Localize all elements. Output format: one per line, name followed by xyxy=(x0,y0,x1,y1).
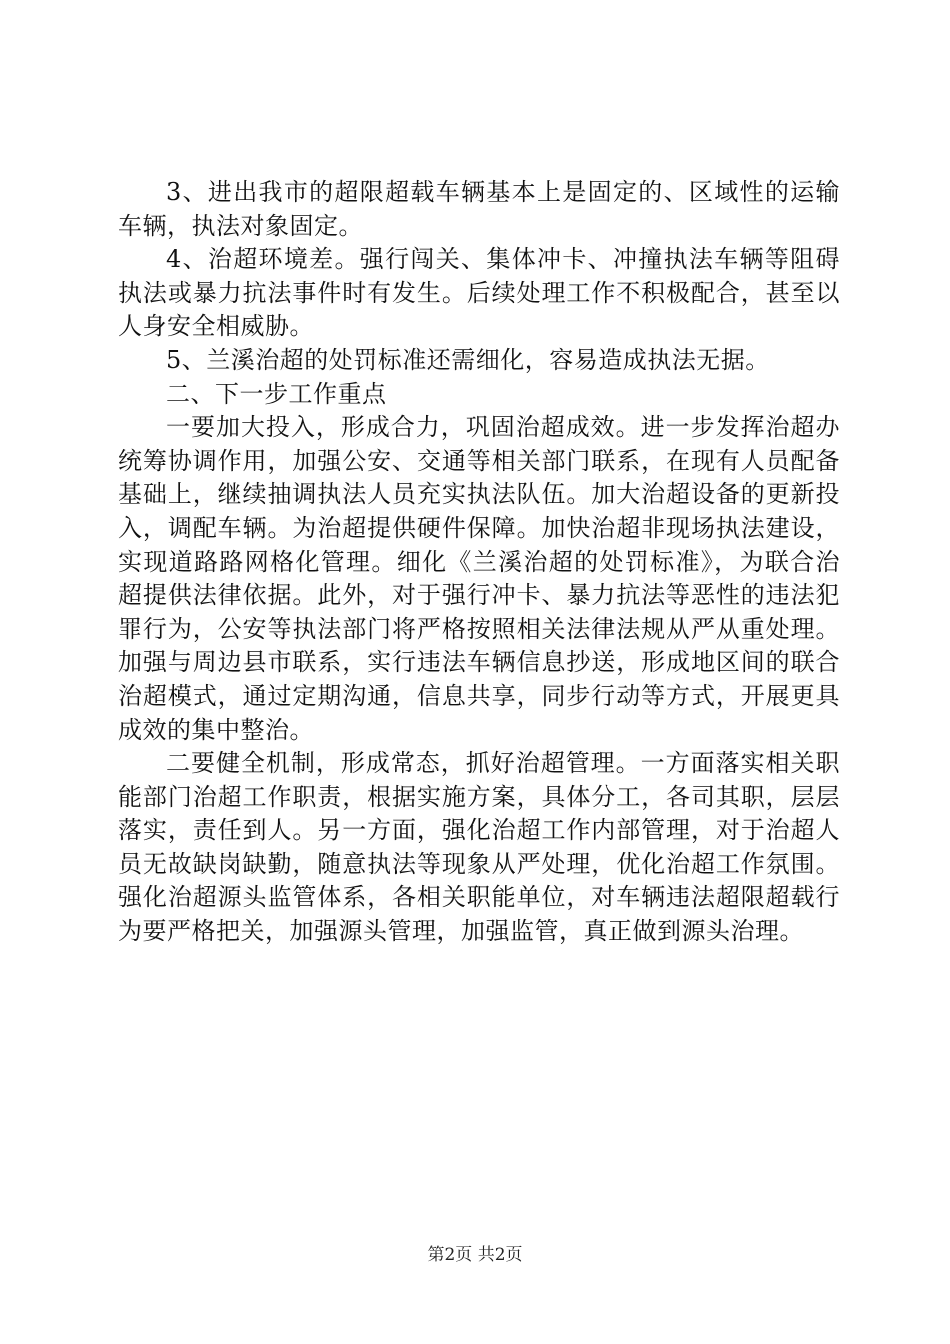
paragraph-item-3: 3、进出我市的超限超载车辆基本上是固定的、区域性的运输车辆，执法对象固定。 xyxy=(118,178,840,240)
page-number-footer: 第2页 共2页 xyxy=(427,1245,523,1265)
paragraph-item-5: 5、兰溪治超的处罚标准还需细化，容易造成执法无据。 xyxy=(166,345,770,374)
paragraph-item-4: 4、治超环境差。强行闯关、集体冲卡、冲撞执法车辆等阻碍执法或暴力抗法事件时有发生。后续处理工作不积极配合，甚至以人身安全相威胁。 xyxy=(118,245,840,341)
paragraph-second-priority: 二要健全机制，形成常态，抓好治超管理。一方面落实相关职能部门治超工作职责，根据实施方案，具体分工，各司其职，层层落实，责任到人。另一方面，强化治超工作内部管理，对于治超人员无故缺岗缺勤，随意执法等现象从严处理，优化治超工作氛围。强化治超源头监管体系，各相关职能单位，对车辆违法超限超载行为要严格把关，加强源头管理，加强监管，真正做到源头治理。 xyxy=(118,749,840,946)
section-heading-next-steps: 二、下一步工作重点 xyxy=(166,379,387,408)
paragraph-first-priority: 一要加大投入，形成合力，巩固治超成效。进一步发挥治超办统筹协调作用，加强公安、交通等相关部门联系，在现有人员配备基础上，继续抽调执法人员充实执法队伍。加大治超设备的更新投入，调配车辆。为治超提供硬件保障。加快治超非现场执法建设，实现道路路网格化管理。细化《兰溪治超的处罚标准》，为联合治超提供法律依据。此外，对于强行冲卡、暴力抗法等恶性的违法犯罪行为，公安等执法部门将严格按照相关法律法规从严从重处理。加强与周边县市联系，实行违法车辆信息抄送，形成地区间的联合治超模式，通过定期沟通，信息共享，同步行动等方式，开展更具成效的集中整治。 xyxy=(118,413,840,744)
document-body xyxy=(118,176,840,949)
